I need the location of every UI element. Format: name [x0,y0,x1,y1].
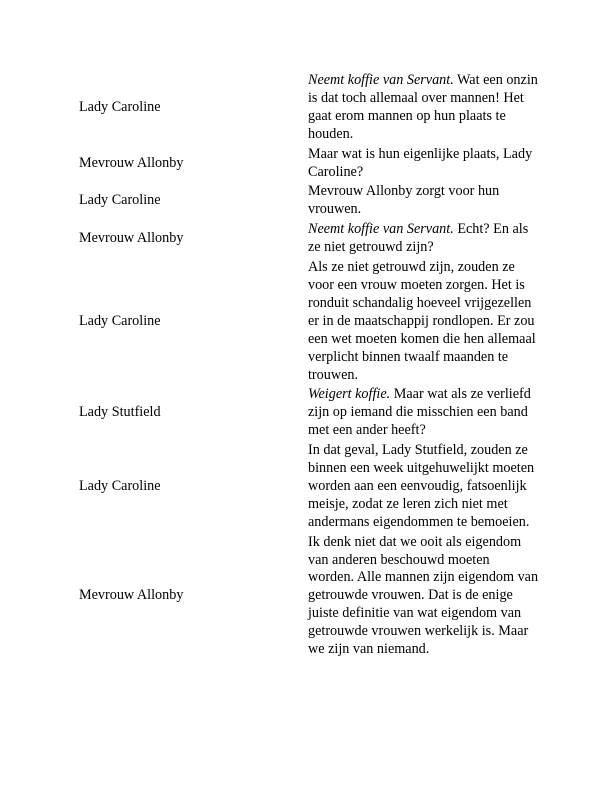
dialogue-row [79,71,539,145]
dialogue-row [79,182,539,220]
dialogue-row [79,533,539,660]
spoken-text: Maar wat is hun eigenlijke plaats, Lady Caroline? [307,145,533,180]
dialogue-row [79,385,539,441]
dialogue-line [308,71,539,145]
dialogue-line [308,220,539,258]
spoken-text: Echt? En als ze niet getrouwd zijn? [307,221,529,256]
speaker-name: Lady Caroline [79,312,161,329]
dialogue-row [79,220,539,258]
spoken-text: Maar wat als ze verliefd zijn op iemand die misschien een band met een ander heeft? [307,386,531,439]
speaker-name: Lady Caroline [79,192,161,209]
dialogue-row [79,258,539,385]
stage-direction: Neemt koffie van Servant. [307,221,454,238]
spoken-text: In dat geval, Lady Stutfield, zouden ze binnen een week uitgehuwelijkt moeten worden aan een eenvoudig, fatsoenlijk meisje, zodat ze leren zich niet met andermans eigendommen te bemoeien. [307,442,535,530]
dialogue-row [79,441,539,533]
spoken-text: Wat een onzin is dat toch allemaal over mannen! Het gaat erom mannen op hun plaats te houden. [307,72,538,142]
dialogue-line [308,441,539,533]
speaker-name: Lady Stutfield [79,404,161,421]
speaker-name: Mevrouw Allonby [79,230,184,247]
stage-direction: Neemt koffie van Servant. [307,72,454,88]
dialogue-line [308,385,539,441]
dialogue-line [308,182,539,220]
speaker-name: Mevrouw Allonby [79,587,184,604]
dialogue-line [308,533,539,660]
dialogue-line [308,145,539,183]
dialogue-table [79,71,539,660]
dialogue-row [79,145,539,183]
speaker-name: Lady Caroline [79,98,161,115]
speaker-name: Lady Caroline [79,477,161,494]
spoken-text: Ik denk niet dat we ooit als eigendom van anderen beschouwd moeten worden. Alle mannen zijn eigendom van getrouwde vrouwen. Dat is de enige juiste definitie van wat eigendom van getrouwde vrouwen werkelijk is. Maar we zijn van niemand. [307,533,539,658]
stage-direction: Weigert koffie. [307,386,391,403]
dialogue-line [308,258,539,385]
spoken-text: Als ze niet getrouwd zijn, zouden ze voor een vrouw moeten zorgen. Het is ronduit schandalig hoeveel vrijgezellen er in de maatschappij rondlopen. Er zou een wet moeten komen die hen allemaal verplicht binnen twaalf maanden te trouwen. [307,259,536,383]
speaker-name: Mevrouw Allonby [79,154,184,171]
spoken-text: Mevrouw Allonby zorgt voor hun vrouwen. [307,183,500,218]
